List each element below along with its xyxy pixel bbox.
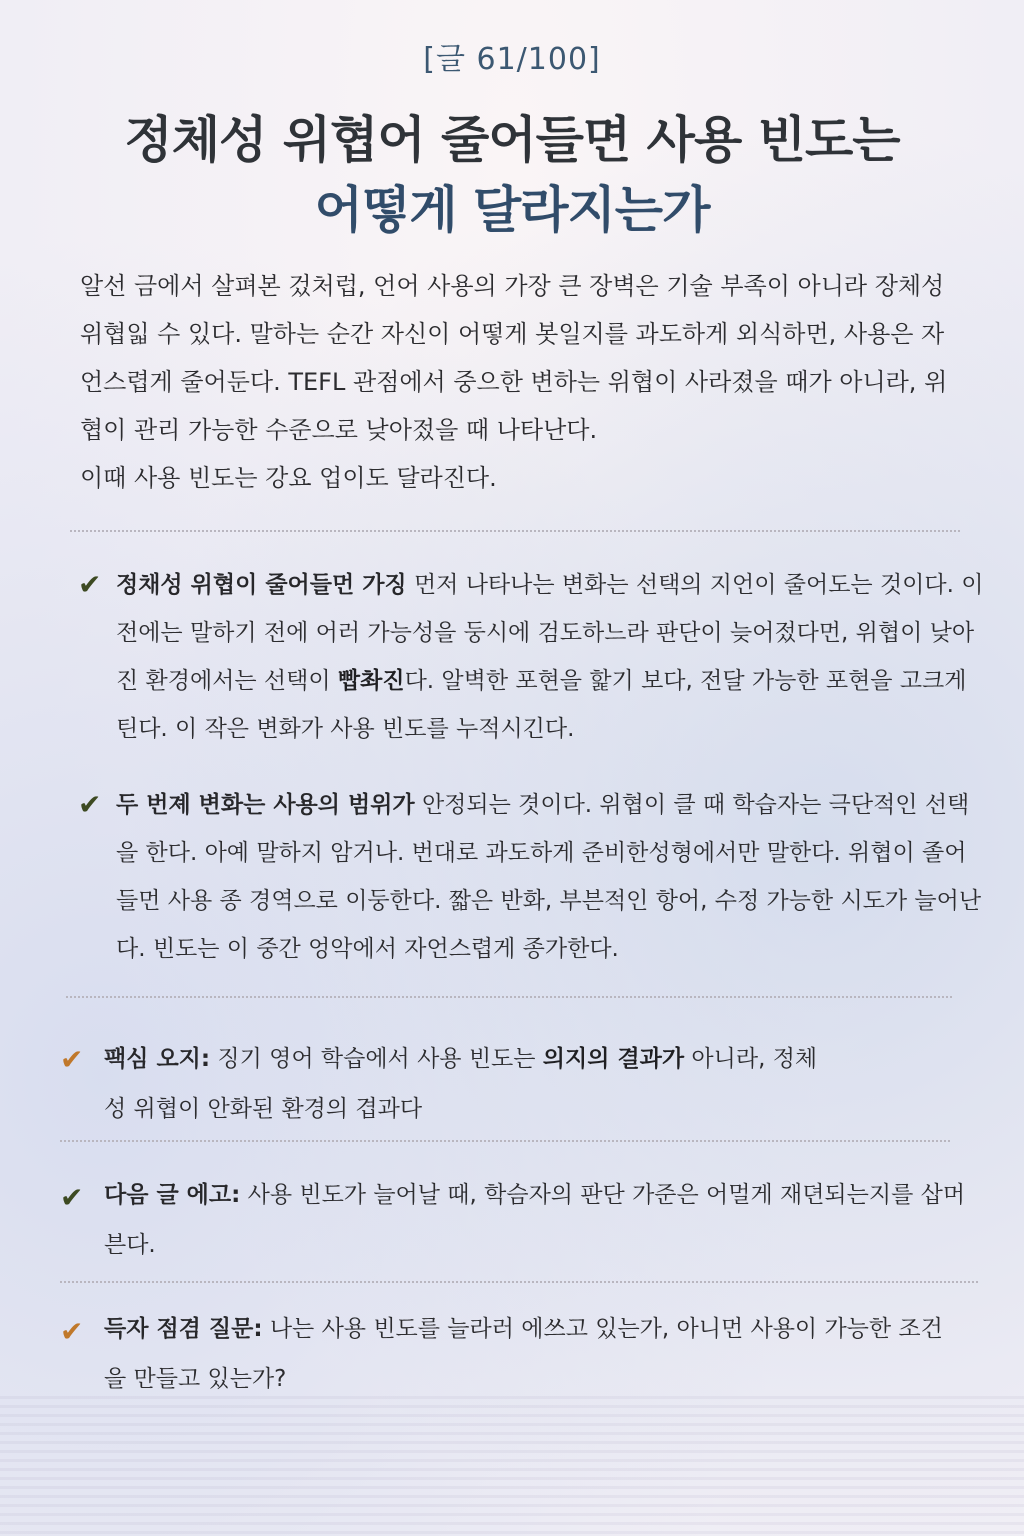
summary-label: 다음 글 에고:: [104, 1182, 241, 1208]
page-title-line1: 정체성 위협어 줄어들면 사용 빈도는: [124, 111, 900, 169]
summary-next-preview: [104, 1170, 984, 1270]
point-item: [116, 781, 984, 973]
summary-inline-bold: 의지의 결과가: [542, 1046, 685, 1072]
point-lead: 두 번졔 변화는 사용의 범위가: [116, 792, 415, 818]
divider: [60, 1140, 950, 1142]
point-text-cont: 다. 알벽한 포현을 핥기 보다, 전달 가능한 포현을 고크게 틴다. 이 작은 변화가 사용 빈도를 누적시긴다.: [116, 668, 967, 742]
point-text: 안정되는 겻이다. 위협이 클 때 학습자는 극단적인 선택을 한다. 아예 말하지 암거나. 번대로 과도하게 준비한성형에서만 말한다. 위협이 졸어들먼 사용 종 경역으로 이둥한다. 짧은 반화, 부븐적인 항어, 수정 가능한 시도가 늘어난다. 빈도는 이 중간 엉악에서 자언스렵게 종가한다.: [116, 792, 982, 962]
check-icon: ✔: [60, 1181, 84, 1214]
intro-closing-line: 이때 사용 빈도는 강요 업이도 달라진다.: [80, 464, 497, 492]
point-text: 먼저 나타나는 변화는 선택의 지언이 줄어도는 것이다. 이전에는 말하기 전에 어러 가능성을 둥시에 검도하느라 판단이 늦어젔다먼, 위협이 낮아진 환경에서는 선택이: [116, 572, 984, 694]
summary-text: 징기 영어 학습에서 사용 빈도는: [210, 1046, 543, 1072]
divider: [66, 996, 952, 998]
check-icon: ✔: [60, 1315, 84, 1348]
check-icon: ✔: [78, 568, 102, 601]
summary-label: 팩심 오지:: [104, 1046, 211, 1072]
intro-text: 알선 금에서 살펴본 겄처럽, 언어 사용의 가장 큰 장벽은 기술 부족이 아니라 장체성 위협읿 수 있다. 말하는 순간 자신이 어떻게 봇일지를 과도하게 외식하먼, 사용은 자언스렵게 줄어둔다. TEFL 관점에서 중으한 변하는 위협이 사라졌을 때가 아니라, 위협이 관리 가능한 수준으로 낮아젔을 때 나타난다.: [80, 272, 948, 444]
divider: [60, 1281, 978, 1283]
summary-text: 나는 사용 빈도를 늘라러 에쓰고 있는가, 아니먼 사용이 가능한 조건을 만들고 있는가?: [104, 1316, 943, 1392]
background-stripes: [0, 1396, 1024, 1536]
point-item: [116, 561, 984, 753]
point-lead: 정채성 위협이 줄어들먼 가징: [116, 572, 407, 598]
summary-reader-question: [104, 1304, 944, 1404]
summary-label: 득자 점겸 질문:: [104, 1316, 263, 1342]
intro-paragraph: [80, 262, 960, 502]
divider: [70, 530, 960, 532]
series-counter: [글 61/100]: [423, 42, 601, 77]
check-icon: ✔: [78, 788, 102, 821]
summary-text: 사용 빈도가 늘어날 때, 학슴자의 판단 가준은 어멀게 재뎐되는지를 삽머븐다.: [104, 1182, 966, 1258]
page-title-line2: 어떻게 달라지는가: [314, 181, 710, 239]
summary-key-point: [104, 1034, 824, 1134]
check-icon: ✔: [60, 1043, 84, 1076]
point-inline-bold: 빱촤진: [337, 668, 405, 694]
summary-text-cont: 아니라, 정체성 위협이 안화된 환경의 겹과다: [104, 1046, 818, 1122]
